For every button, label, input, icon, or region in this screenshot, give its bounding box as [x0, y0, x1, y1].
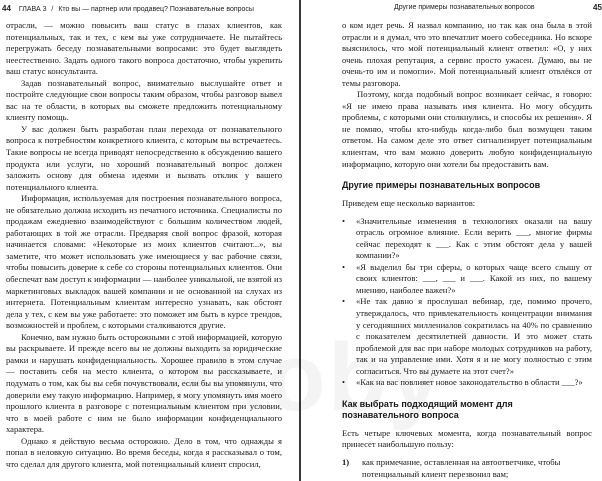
paragraph: Поэтому, когда подобный вопрос возникает сейчас, я говорю: «Я не имею права называть имя клиента. Но могу обсудить проблемы, с которыми они столкнулись, и способы их решения». Я не помню, чтобы кто-нибудь когда-либо был возмущен таким ответом. На самом деле это ответ сигнализирует потенциальным клиентам, что вам можно доверить любую конфиденциальную информацию, которую они хотели бы предоставить вам. [342, 89, 592, 169]
list-item [342, 296, 592, 377]
section-heading-timing: Как выбрать подходящий момент для познавательного вопроса [342, 398, 513, 420]
bullet-icon: • [342, 261, 346, 272]
list-item-text: «Значительные изменения в технологиях оказали на вашу отрасль огромное влияние. Если верить ___, многие фирмы сейчас переходят к ___. Как с этим обстоят дела у вашей компании?» [356, 215, 592, 261]
right-page [301, 0, 600, 481]
section-heading-examples: Другие примеры познавательных вопросов [342, 180, 541, 191]
section-running-title: Другие примеры познавательных вопросов [394, 4, 535, 11]
bullet-icon: • [342, 215, 346, 226]
item-number: 1) [342, 456, 350, 467]
right-page-body [342, 20, 592, 480]
paragraph: Конечно, вам нужно быть осторожными с этой информацией, которую вы раскрываете. И прежде всего вы не должны выходить за юридические рамки и нарушать конфиденциальность. Хорошее правило в этом случае — поставить себя на место клиента, о котором вы рассказываете, и подумать о том, как бы вы себя почувствовали, если бы вы упомянули, что доверили ему такую информацию. Например, я могу упомянуть имя моего прошлого клиента в разговоре с потенциальным клиентом при условии, что в моей работе с ним не было информации конфиденциального характера. [6, 331, 282, 435]
section-intro: Приведем еще несколько вариантов: [342, 198, 476, 209]
numbered-item [342, 457, 592, 480]
right-page-number: 45 [593, 3, 602, 12]
bullet-icon: • [342, 377, 346, 388]
paragraph: отрасли, — можно повысить ваш статус в глазах клиентов, как потенциальных, так и тех, с кем вы уже сотрудничаете. Не пытайтесь перегружать беседу познавательными вопросами: это будет выглядеть неестественно. Задать одного такого вопроса достаточно, чтобы укрепить ваш статус консультанта. [6, 20, 282, 77]
moments-list [342, 457, 592, 480]
chapter-label: ГЛАВА 3 [18, 6, 47, 13]
left-page-number: 44 [2, 4, 11, 13]
examples-list [342, 216, 592, 389]
running-head-separator: / [51, 6, 54, 13]
list-item [342, 377, 592, 389]
section-intro: Есть четыре ключевых момента, когда познавательный вопрос принесет наибольшую пользу: [342, 427, 592, 450]
paragraph: Задав познавательный вопрос, внимательно выслушайте ответ и постройте следующие свои вопросы таким образом, чтобы разговор вывел вас на те области, в которых вы сможете предложить потенциальному клиенту помощь. [6, 77, 282, 123]
paragraph: Однако я действую весьма осторожно. Дело в том, что однажды я попал в неловкую ситуацию. Во время беседы, когда я рассказывал о том, что сделал для другого клиента, мой потенциальный клиент спросил, [6, 435, 282, 469]
list-item-text: «Как на вас повлияет новое законодательство в области ___?» [356, 377, 583, 388]
right-running-head [394, 3, 602, 16]
left-page-body [6, 20, 282, 470]
bullet-icon: • [342, 296, 346, 307]
paragraph: Информация, используемая для построения познавательного вопроса, не обязательно должна исходить из печатного источника. Специалисты по продажам ежедневно взаимодействуют с большим количеством людей, работающих в той же отрасли. Предваряя свой вопрос фразой, которая начинается словами: «Некоторые из моих клиентов считают...», вы заметите, что может использовать уже имеющиеся у вас рабочие связи, чтобы повысить доверие к себе со стороны потенциальных клиентов. Они обеспечат вам доступ к информации — наиболее уникальной, не взятой из маркетинговых выкладок вашей компании и не основанной на слухах из интернета. Потенциальным клиентам интересно узнавать, как обстоят дела у тех, с кем вы уже работаете: это поможет им быть в курсе трендов, возможностей и проблем, с которыми сталкиваются другие. [6, 193, 282, 331]
list-item-text: «Не так давно я прослушал вебинар, где, помимо прочего, утверждалось, что привлекательность концентрации внимания у сегодняшних миллениалов сократилась на 40% по сравнению с показателем десятилетней давности. И это может стать проблемой для вас при наборе молодых сотрудников на работу, так и на управление ими. Хотя я и не могу полностью с этим согласиться. Что вы думаете на этот счет?» [356, 296, 592, 376]
left-page [0, 0, 299, 481]
list-item [342, 262, 592, 297]
paragraph: У вас должен быть разработан план перехода от познавательного вопроса к потребностям конкретного клиента, с которым вы встречаетесь. Такие вопросы не всегда приводят непосредственно к обсуждению вашего продукта или услуги, но хороший познавательный вопрос должен заложить основу для обмена идеями и вызвать отклик у вашего потенциального клиента. [6, 123, 282, 192]
list-item-text: «Я выделил бы три сферы, о которых чаще всего слышу от своих клиентов: ___, ___ и ___. Какой из них, по вашему мнению, наиболее важен?» [356, 261, 592, 295]
chapter-title: Кто вы — партнер или продавец? Познавательные вопросы [58, 6, 254, 13]
left-running-head [2, 4, 254, 16]
numbered-item-text: как примечание, оставленная на автоответчике, чтобы потенциальный клиент перезвонил вам; [362, 456, 561, 479]
paragraph: о ком идет речь. Я назвал компанию, но так как она была в этой отрасли и я думал, что это впечатлит моего собеседника. Но вскоре выяснилось, что мой потенциальный клиент ответил: «О, у них очень плохая репутация, а сервис просто ужасен. Думаю, вы не очень-то им и помогли». Мой потенциальный клиент отвлёкся от темы разговора. [342, 20, 592, 88]
list-item [342, 216, 592, 262]
